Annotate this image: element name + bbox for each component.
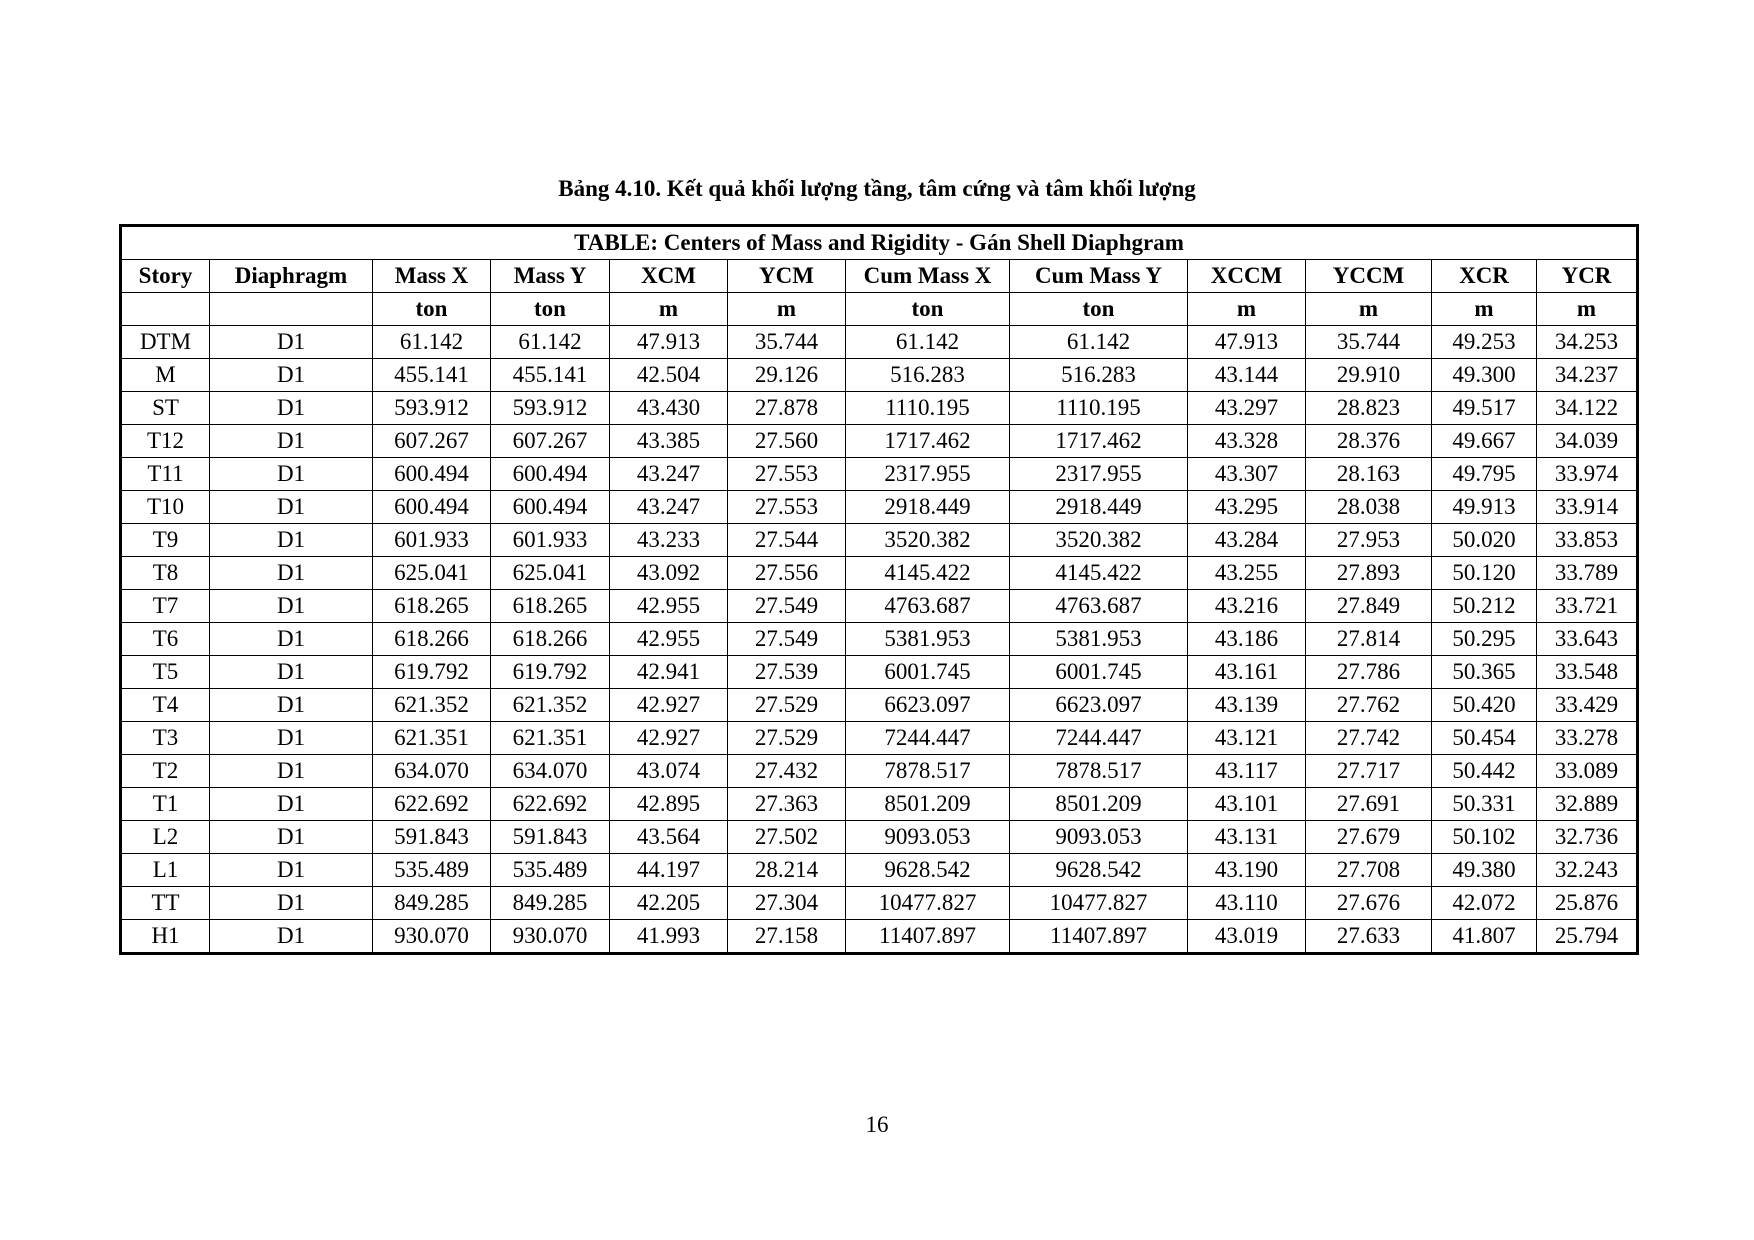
table-cell: 8501.209 <box>846 788 1010 821</box>
table-cell: D1 <box>210 623 373 656</box>
table-cell: 600.494 <box>373 491 491 524</box>
table-cell: 29.910 <box>1306 359 1432 392</box>
table-cell: D1 <box>210 821 373 854</box>
table-cell: 33.643 <box>1537 623 1638 656</box>
table-cell: 1110.195 <box>1010 392 1188 425</box>
table-cell: 6001.745 <box>846 656 1010 689</box>
column-header: XCCM <box>1188 260 1306 293</box>
table-row <box>121 887 1638 920</box>
table-cell: 43.255 <box>1188 557 1306 590</box>
table-cell: 11407.897 <box>846 920 1010 954</box>
table-row <box>121 656 1638 689</box>
table-cell: 49.795 <box>1432 458 1537 491</box>
table-cell: 3520.382 <box>846 524 1010 557</box>
table-cell: 27.676 <box>1306 887 1432 920</box>
table-row <box>121 920 1638 954</box>
column-header: YCM <box>728 260 846 293</box>
story-cell: T5 <box>121 656 210 689</box>
table-cell: 591.843 <box>373 821 491 854</box>
table-cell: 621.352 <box>373 689 491 722</box>
table-cell: 1717.462 <box>1010 425 1188 458</box>
table-cell: 32.243 <box>1537 854 1638 887</box>
table-cell: 27.502 <box>728 821 846 854</box>
story-cell: T10 <box>121 491 210 524</box>
table-cell: 42.072 <box>1432 887 1537 920</box>
table-cell: 25.794 <box>1537 920 1638 954</box>
table-cell: 50.365 <box>1432 656 1537 689</box>
table-cell: 50.331 <box>1432 788 1537 821</box>
table-cell: 50.020 <box>1432 524 1537 557</box>
unit-cell: m <box>610 293 728 326</box>
unit-cell: ton <box>373 293 491 326</box>
table-cell: 43.328 <box>1188 425 1306 458</box>
unit-cell: m <box>1432 293 1537 326</box>
table-cell: 43.121 <box>1188 722 1306 755</box>
table-cell: 535.489 <box>373 854 491 887</box>
table-cell: D1 <box>210 458 373 491</box>
table-cell: 42.205 <box>610 887 728 920</box>
table-cell: 42.955 <box>610 623 728 656</box>
table-cell: 600.494 <box>373 458 491 491</box>
table-cell: 27.304 <box>728 887 846 920</box>
table-cell: 601.933 <box>491 524 610 557</box>
story-cell: T6 <box>121 623 210 656</box>
table-cell: 35.744 <box>728 326 846 359</box>
table-cell: 619.792 <box>491 656 610 689</box>
table-cell: 43.284 <box>1188 524 1306 557</box>
table-cell: 33.853 <box>1537 524 1638 557</box>
table-cell: D1 <box>210 524 373 557</box>
table-cell: 27.553 <box>728 491 846 524</box>
table-row <box>121 326 1638 359</box>
table-cell: D1 <box>210 689 373 722</box>
table-cell: 43.247 <box>610 458 728 491</box>
table-cell: 516.283 <box>846 359 1010 392</box>
table-cell: 2918.449 <box>846 491 1010 524</box>
table-cell: 4763.687 <box>846 590 1010 623</box>
table-cell: 27.878 <box>728 392 846 425</box>
table-cell: 27.363 <box>728 788 846 821</box>
table-cell: 516.283 <box>1010 359 1188 392</box>
table-cell: 28.163 <box>1306 458 1432 491</box>
table-row <box>121 755 1638 788</box>
centers-of-mass-table <box>119 224 1639 955</box>
table-cell: 43.101 <box>1188 788 1306 821</box>
table-cell: 27.560 <box>728 425 846 458</box>
column-header: Mass X <box>373 260 491 293</box>
table-cell: 33.974 <box>1537 458 1638 491</box>
table-cell: 33.278 <box>1537 722 1638 755</box>
table-cell: 593.912 <box>373 392 491 425</box>
table-cell: 600.494 <box>491 458 610 491</box>
table-cell: 593.912 <box>491 392 610 425</box>
table-cell: 42.941 <box>610 656 728 689</box>
table-cell: 6623.097 <box>1010 689 1188 722</box>
table-cell: 43.144 <box>1188 359 1306 392</box>
table-cell: 625.041 <box>491 557 610 590</box>
table-cell: 618.266 <box>373 623 491 656</box>
story-cell: DTM <box>121 326 210 359</box>
story-cell: T4 <box>121 689 210 722</box>
table-cell: 27.762 <box>1306 689 1432 722</box>
table-cell: 42.504 <box>610 359 728 392</box>
table-cell: 29.126 <box>728 359 846 392</box>
table-row <box>121 524 1638 557</box>
table-cell: 9093.053 <box>846 821 1010 854</box>
table-row <box>121 623 1638 656</box>
table-cell: 43.233 <box>610 524 728 557</box>
unit-cell: ton <box>1010 293 1188 326</box>
table-cell: 49.300 <box>1432 359 1537 392</box>
table-cell: 7244.447 <box>846 722 1010 755</box>
table-cell: 27.549 <box>728 623 846 656</box>
table-cell: 7878.517 <box>1010 755 1188 788</box>
table-cell: 10477.827 <box>846 887 1010 920</box>
table-cell: 10477.827 <box>1010 887 1188 920</box>
table-cell: 43.139 <box>1188 689 1306 722</box>
table-cell: 28.038 <box>1306 491 1432 524</box>
table-cell: 28.376 <box>1306 425 1432 458</box>
table-cell: D1 <box>210 854 373 887</box>
table-cell: 455.141 <box>491 359 610 392</box>
table-cell: 41.807 <box>1432 920 1537 954</box>
table-cell: 42.955 <box>610 590 728 623</box>
table-cell: 6001.745 <box>1010 656 1188 689</box>
unit-cell <box>210 293 373 326</box>
story-cell: T8 <box>121 557 210 590</box>
table-cell: 35.744 <box>1306 326 1432 359</box>
unit-cell <box>121 293 210 326</box>
table-cell: 42.927 <box>610 722 728 755</box>
table-cell: 33.914 <box>1537 491 1638 524</box>
story-cell: T7 <box>121 590 210 623</box>
table-cell: 930.070 <box>491 920 610 954</box>
table-cell: 61.142 <box>491 326 610 359</box>
table-cell: 6623.097 <box>846 689 1010 722</box>
story-cell: T11 <box>121 458 210 491</box>
table-cell: 1717.462 <box>846 425 1010 458</box>
table-cell: 28.823 <box>1306 392 1432 425</box>
unit-cell: ton <box>491 293 610 326</box>
table-cell: 27.708 <box>1306 854 1432 887</box>
story-cell: TT <box>121 887 210 920</box>
table-cell: D1 <box>210 755 373 788</box>
story-cell: L1 <box>121 854 210 887</box>
column-header: XCM <box>610 260 728 293</box>
table-cell: D1 <box>210 392 373 425</box>
table-cell: D1 <box>210 722 373 755</box>
table-cell: 4145.422 <box>1010 557 1188 590</box>
column-header: Mass Y <box>491 260 610 293</box>
table-cell: 11407.897 <box>1010 920 1188 954</box>
table-row <box>121 590 1638 623</box>
table-row <box>121 359 1638 392</box>
table-cell: 618.266 <box>491 623 610 656</box>
table-cell: 50.420 <box>1432 689 1537 722</box>
table-cell: D1 <box>210 425 373 458</box>
table-cell: 43.247 <box>610 491 728 524</box>
table-cell: 50.212 <box>1432 590 1537 623</box>
table-cell: 3520.382 <box>1010 524 1188 557</box>
table-cell: D1 <box>210 788 373 821</box>
table-cell: 42.895 <box>610 788 728 821</box>
table-cell: 33.721 <box>1537 590 1638 623</box>
table-cell: 9628.542 <box>846 854 1010 887</box>
table-body <box>121 326 1638 954</box>
table-cell: 601.933 <box>373 524 491 557</box>
table-cell: 50.295 <box>1432 623 1537 656</box>
table-cell: 27.432 <box>728 755 846 788</box>
table-cell: 27.556 <box>728 557 846 590</box>
table-cell: 43.216 <box>1188 590 1306 623</box>
table-cell: 27.539 <box>728 656 846 689</box>
story-cell: L2 <box>121 821 210 854</box>
table-cell: 1110.195 <box>846 392 1010 425</box>
table-cell: 27.691 <box>1306 788 1432 821</box>
table-row <box>121 392 1638 425</box>
table-cell: 621.352 <box>491 689 610 722</box>
table-cell: D1 <box>210 557 373 590</box>
table-cell: 27.158 <box>728 920 846 954</box>
table-cell: 49.380 <box>1432 854 1537 887</box>
table-cell: 61.142 <box>1010 326 1188 359</box>
unit-cell: ton <box>846 293 1010 326</box>
table-title: TABLE: Centers of Mass and Rigidity - Gán Shell Diaphgram <box>121 226 1638 260</box>
column-header: Cum Mass Y <box>1010 260 1188 293</box>
table-cell: 47.913 <box>610 326 728 359</box>
table-cell: 43.186 <box>1188 623 1306 656</box>
table-cell: 43.190 <box>1188 854 1306 887</box>
column-header: YCR <box>1537 260 1638 293</box>
table-cell: 33.429 <box>1537 689 1638 722</box>
table-cell: D1 <box>210 656 373 689</box>
table-cell: 600.494 <box>491 491 610 524</box>
table-cell: 8501.209 <box>1010 788 1188 821</box>
table-cell: 622.692 <box>373 788 491 821</box>
table-cell: 634.070 <box>373 755 491 788</box>
unit-cell: m <box>1537 293 1638 326</box>
table-cell: D1 <box>210 326 373 359</box>
table-caption: Bảng 4.10. Kết quả khối lượng tầng, tâm cứng và tâm khối lượng <box>558 176 1196 201</box>
story-cell: T1 <box>121 788 210 821</box>
table-cell: 28.214 <box>728 854 846 887</box>
table-cell: 43.295 <box>1188 491 1306 524</box>
unit-cell: m <box>1306 293 1432 326</box>
table-cell: 622.692 <box>491 788 610 821</box>
story-cell: T2 <box>121 755 210 788</box>
table-cell: 27.679 <box>1306 821 1432 854</box>
units-row <box>121 293 1638 326</box>
table-cell: 43.307 <box>1188 458 1306 491</box>
table-row <box>121 557 1638 590</box>
table-cell: 34.237 <box>1537 359 1638 392</box>
table-cell: 621.351 <box>491 722 610 755</box>
table-row <box>121 788 1638 821</box>
table-cell: 27.893 <box>1306 557 1432 590</box>
table-cell: 49.913 <box>1432 491 1537 524</box>
table-cell: 43.019 <box>1188 920 1306 954</box>
table-cell: 27.814 <box>1306 623 1432 656</box>
table-cell: 27.742 <box>1306 722 1432 755</box>
table-cell: 2918.449 <box>1010 491 1188 524</box>
story-cell: M <box>121 359 210 392</box>
table-row <box>121 821 1638 854</box>
table-cell: 27.633 <box>1306 920 1432 954</box>
table-cell: 61.142 <box>846 326 1010 359</box>
table-cell: 50.454 <box>1432 722 1537 755</box>
table-cell: 27.849 <box>1306 590 1432 623</box>
story-cell: ST <box>121 392 210 425</box>
table-cell: 50.120 <box>1432 557 1537 590</box>
column-header: Cum Mass X <box>846 260 1010 293</box>
table-cell: 27.529 <box>728 722 846 755</box>
table-cell: 25.876 <box>1537 887 1638 920</box>
table-cell: 42.927 <box>610 689 728 722</box>
table-cell: 27.549 <box>728 590 846 623</box>
table-cell: 43.430 <box>610 392 728 425</box>
table-cell: 43.564 <box>610 821 728 854</box>
table-cell: 43.385 <box>610 425 728 458</box>
story-cell: T9 <box>121 524 210 557</box>
table-cell: 634.070 <box>491 755 610 788</box>
table-cell: 9628.542 <box>1010 854 1188 887</box>
table-cell: 44.197 <box>610 854 728 887</box>
table-cell: 61.142 <box>373 326 491 359</box>
table-cell: 49.667 <box>1432 425 1537 458</box>
table-cell: 43.297 <box>1188 392 1306 425</box>
table-row <box>121 854 1638 887</box>
table-cell: 5381.953 <box>846 623 1010 656</box>
table-cell: 43.110 <box>1188 887 1306 920</box>
column-header: Story <box>121 260 210 293</box>
table-cell: 43.131 <box>1188 821 1306 854</box>
column-header: YCCM <box>1306 260 1432 293</box>
table-cell: 4145.422 <box>846 557 1010 590</box>
story-cell: H1 <box>121 920 210 954</box>
table-cell: D1 <box>210 920 373 954</box>
table-row <box>121 689 1638 722</box>
table-cell: 2317.955 <box>1010 458 1188 491</box>
table-cell: 625.041 <box>373 557 491 590</box>
table-cell: 27.953 <box>1306 524 1432 557</box>
table-cell: 27.786 <box>1306 656 1432 689</box>
table-cell: 2317.955 <box>846 458 1010 491</box>
story-cell: T3 <box>121 722 210 755</box>
unit-cell: m <box>1188 293 1306 326</box>
unit-cell: m <box>728 293 846 326</box>
table-cell: 32.736 <box>1537 821 1638 854</box>
table-cell: 43.161 <box>1188 656 1306 689</box>
table-cell: 7244.447 <box>1010 722 1188 755</box>
table-cell: 33.089 <box>1537 755 1638 788</box>
table-cell: 49.517 <box>1432 392 1537 425</box>
table-cell: 34.039 <box>1537 425 1638 458</box>
table-cell: 33.789 <box>1537 557 1638 590</box>
table-cell: 49.253 <box>1432 326 1537 359</box>
table-cell: 591.843 <box>491 821 610 854</box>
table-row <box>121 722 1638 755</box>
table-cell: 27.529 <box>728 689 846 722</box>
table-cell: 7878.517 <box>846 755 1010 788</box>
table-cell: 34.122 <box>1537 392 1638 425</box>
table-cell: 50.102 <box>1432 821 1537 854</box>
table-cell: 849.285 <box>491 887 610 920</box>
table-cell: 930.070 <box>373 920 491 954</box>
table-cell: D1 <box>210 590 373 623</box>
column-header: Diaphragm <box>210 260 373 293</box>
table-cell: 34.253 <box>1537 326 1638 359</box>
table-cell: 5381.953 <box>1010 623 1188 656</box>
table-cell: 618.265 <box>373 590 491 623</box>
table-cell: D1 <box>210 887 373 920</box>
table-cell: 4763.687 <box>1010 590 1188 623</box>
table-cell: 27.553 <box>728 458 846 491</box>
table-cell: 618.265 <box>491 590 610 623</box>
table-cell: 47.913 <box>1188 326 1306 359</box>
table-cell: 27.544 <box>728 524 846 557</box>
table-cell: 32.889 <box>1537 788 1638 821</box>
table-cell: 33.548 <box>1537 656 1638 689</box>
table-cell: 607.267 <box>373 425 491 458</box>
header-row <box>121 260 1638 293</box>
column-header: XCR <box>1432 260 1537 293</box>
table-cell: 9093.053 <box>1010 821 1188 854</box>
page-number: 16 <box>865 1112 889 1137</box>
table-cell: 50.442 <box>1432 755 1537 788</box>
table-cell: 43.092 <box>610 557 728 590</box>
table-cell: 849.285 <box>373 887 491 920</box>
table-row <box>121 491 1638 524</box>
table-cell: 607.267 <box>491 425 610 458</box>
table-cell: 535.489 <box>491 854 610 887</box>
table-cell: 27.717 <box>1306 755 1432 788</box>
table-cell: D1 <box>210 359 373 392</box>
table-cell: 43.074 <box>610 755 728 788</box>
table-row <box>121 458 1638 491</box>
story-cell: T12 <box>121 425 210 458</box>
table-cell: 619.792 <box>373 656 491 689</box>
table-cell: 621.351 <box>373 722 491 755</box>
table-cell: 41.993 <box>610 920 728 954</box>
table-cell: D1 <box>210 491 373 524</box>
table-cell: 43.117 <box>1188 755 1306 788</box>
table-cell: 455.141 <box>373 359 491 392</box>
table-row <box>121 425 1638 458</box>
